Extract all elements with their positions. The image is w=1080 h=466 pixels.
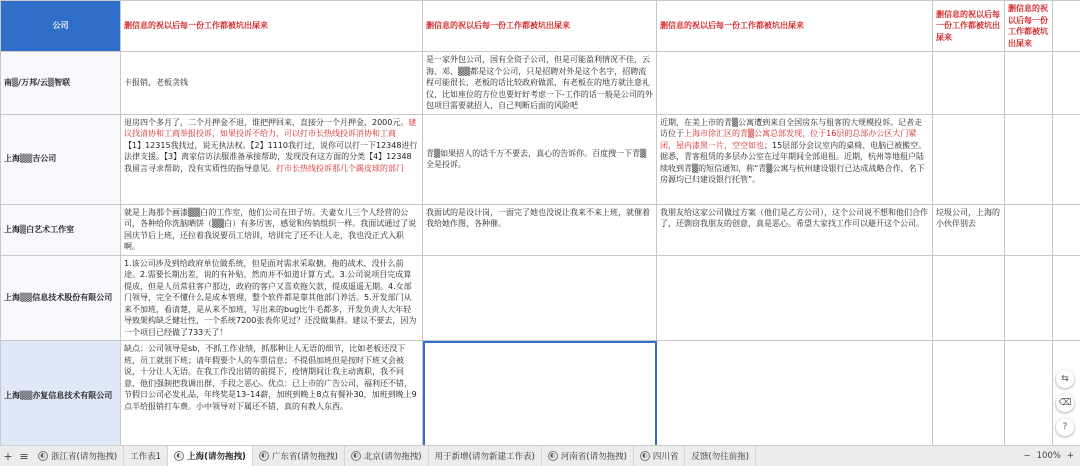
header-company[interactable]: 公司 <box>1 1 121 52</box>
table-cell[interactable] <box>1005 52 1053 115</box>
tab-label: 四川省 <box>653 450 679 462</box>
tab-label: 工作表1 <box>130 450 161 462</box>
tab-shanghai[interactable] <box>168 446 253 466</box>
table-cell[interactable]: 卡报销，老板贪钱 <box>121 52 423 115</box>
share-float-button[interactable]: ⇆ <box>1056 370 1074 388</box>
sheet-list-button[interactable]: ≡ <box>16 450 32 463</box>
cell-text-red: 建议找清协和工商举报投诉，如果投诉不给力，可以打市长热线投诉消协和工商 <box>124 118 416 139</box>
shield-icon: ◐ <box>640 451 650 461</box>
header-col-5[interactable]: 删信息的祝以后每一份工作都被坑出屎来 <box>1005 1 1053 52</box>
company-cell[interactable]: 南▒/万邦/云▒智联 <box>1 52 121 115</box>
table-cell[interactable] <box>1053 204 1080 255</box>
help-float-button[interactable]: ? <box>1056 418 1074 436</box>
table-cell[interactable] <box>1053 255 1080 341</box>
table-cell[interactable] <box>657 114 933 204</box>
table-cell[interactable]: 1.该公司涉及到给政府单位做系统，但是面对需求采取搪，拖的战术，没什么前途。2.需要长期出差，说的有补贴，然而并不如道计算方式。3.公司说项目完成算提成，但是人员常驻客户那边，政府的客户又喜欢拖欠款，提成遥遥无期。4.女部门领导，完全不懂什么是成本管理，整个软件都是靠其他部门养活。5.开发部门从来不加班，看清楚，是从来不加班，写出来的bug比牛毛都多，开发负责人大年轻导致架构缺乏健壮性，一个系统7200张表你见过？还没做集群。建议不要去，因为一个项目已经做了733天了！ <box>121 255 423 341</box>
company-cell[interactable]: 上海▒白艺术工作室 <box>1 204 121 255</box>
cell-text: ；15层部分会议室内的桌椅、电脑已被搬空。据悉，青客租赁的多层办公室在过年期间全部退租。近期，杭州等地租户陆续收到青▒的短信通知，称“青▒公寓与杭州建设银行已达成战略合作，名下房源均已归建设银行托管”。 <box>660 141 926 185</box>
zoom-out-button[interactable]: − <box>1023 451 1030 461</box>
header-col-2[interactable]: 删信息的祝以后每一份工作都被坑出屎来 <box>423 1 657 52</box>
shield-icon: ◐ <box>259 451 269 461</box>
tab-guangdong[interactable] <box>253 446 345 466</box>
table-cell[interactable]: 青▒如果招人的话千万不要去，真心的告诉你。百度搜一下青▒全是投诉。 <box>423 114 657 204</box>
company-cell[interactable]: 上海▒▒亦复信息技术有限公司 <box>1 341 121 446</box>
table-cell[interactable] <box>1005 114 1053 204</box>
table-cell[interactable] <box>1005 341 1053 446</box>
table-cell[interactable] <box>657 341 933 446</box>
cell-text-red: 打市长热线投诉那几个踢皮球的部门 <box>276 164 404 173</box>
tab-feedback[interactable] <box>685 446 756 466</box>
table-cell[interactable] <box>1005 255 1053 341</box>
tab-sichuan[interactable] <box>634 446 686 466</box>
zoom-control <box>1023 451 1080 461</box>
cell-text: 近期，在美上市的青▒公寓遭到来自全国房东与租客的大规模投诉。记者走访位于 <box>660 118 922 139</box>
tab-label: 浙江省(请勿拖拽) <box>51 450 117 462</box>
table-cell[interactable] <box>1053 52 1080 115</box>
tab-label: 上海(请勿拖拽) <box>187 450 246 462</box>
table-cell[interactable] <box>657 52 933 115</box>
shield-icon: ◐ <box>351 451 361 461</box>
tab-beijing[interactable] <box>345 446 429 466</box>
active-cell[interactable] <box>423 341 657 446</box>
table-cell[interactable] <box>933 341 1005 446</box>
table-row <box>1 52 1080 115</box>
table-row <box>1 204 1080 255</box>
shield-icon: ◐ <box>548 451 558 461</box>
tab-henan[interactable] <box>542 446 634 466</box>
floating-toolbar <box>1056 370 1074 436</box>
back-float-button[interactable]: ⌫ <box>1056 394 1074 412</box>
table-cell[interactable]: 就是上海那个画漆▒▒白的工作室，他们公司在田子坊。夫妻女儿三个人经营的公司，各种给你洗脑晒饼（▒▒白）有多厉害，感觉和传销组织一样。我面试通过了说国庆节后上班，还拉着我说要员工培训，培训完了还不让人走，我也没正式入职啊。 <box>121 204 423 255</box>
table-cell[interactable] <box>657 255 933 341</box>
header-col-3[interactable]: 删信息的祝以后每一份工作都被坑出屎来 <box>657 1 933 52</box>
table-cell[interactable]: 我面试的是设计岗，一面完了她也没说让我来不来上班，就催着我给她作图，各种催。 <box>423 204 657 255</box>
table-cell[interactable] <box>1053 114 1080 204</box>
tab-label: 反馈(勿往前拖) <box>691 450 749 462</box>
table-cell[interactable] <box>933 114 1005 204</box>
header-col-6[interactable] <box>1053 1 1080 52</box>
tab-add-new[interactable] <box>429 446 542 466</box>
zoom-in-button[interactable]: + <box>1067 451 1074 461</box>
tab-label: 河南省(请勿拖拽) <box>561 450 627 462</box>
tab-label: 用于新增(请勿新建工作表) <box>435 450 535 462</box>
cell-text-red: 上海市徐汇区的青▒公寓总部发现，位于16层的总部办公区大门紧闭，屋内漆黑一片，空空如也 <box>660 129 916 150</box>
header-row <box>1 1 1080 52</box>
table-cell[interactable]: 是一家外包公司，国有全资子公司，但是可能盈利情况不佳，云海、邓、▒▒都是这个公司，只是招聘对外是这个名字，招聘流程可能很长，老板的话比较政府做派，有老板在的地方就注意礼仪，比如座位的方位也要好好考虑一下-工作的话一般是公司的外包项目需要就招人，自己判断后面的风险吧 <box>423 52 657 115</box>
table-row <box>1 341 1080 446</box>
cell-text: 【1】12315我找过，说无执法权。【2】1110我打过，说你可以打一下12348进行法律支援。【3】离家信访法服准备承接帮助，发现没有这方面的分类【4】12348我留言寻求帮助，没有实质性的指导意见。 <box>124 141 417 173</box>
table-cell[interactable]: 缺点：公司领导是sb，不抓工作业绩，抓那种让人无语的细节，比如老板还没下班，员工就别下班；请年假要个人的车票信息；不提倡加班但是按时下班又会被说，十分让人无语。在我工作没出错的前提下，疫情期间让我主动离职，我不同意，他们强制把我调出群，手段之恶心。优点：已上市的广告公司，福利还不错，节假日公司必发礼品，年终奖是13–14薪，加班到晚上8点有餐补30，加班到晚上9点半给报销打车费。小中领导对下属还不错，真的有教人东西。 <box>121 341 423 446</box>
table-row <box>1 255 1080 341</box>
table-cell[interactable] <box>423 255 657 341</box>
tab-sheet1[interactable] <box>124 446 168 466</box>
table-cell[interactable] <box>933 52 1005 115</box>
table-cell[interactable]: 垃圾公司，上海的小伙伴别去 <box>933 204 1005 255</box>
company-cell[interactable]: 上海▒▒吉公司 <box>1 114 121 204</box>
header-col-4[interactable]: 删信息的祝以后每一份工作都被坑出屎来 <box>933 1 1005 52</box>
table-cell[interactable] <box>121 114 423 204</box>
table-cell[interactable] <box>933 255 1005 341</box>
header-col-1[interactable]: 删信息的祝以后每一份工作都被坑出屎来 <box>121 1 423 52</box>
shield-icon: ◐ <box>174 451 184 461</box>
sheet-tab-bar <box>0 445 1080 466</box>
table-cell[interactable]: 我朋友给这家公司做过方案（他们是乙方公司），这个公司说不想和他们合作了，还剽窃我朋友的创意，真是恶心。希望大家找工作可以避开这个公司。 <box>657 204 933 255</box>
tab-label: 北京(请勿拖拽) <box>364 450 422 462</box>
cell-text: 退房四个多月了，二个月押金不退，谁把押回来，直接分一个月押金，2000元。 <box>124 118 408 127</box>
table-cell[interactable] <box>1005 204 1053 255</box>
company-cell[interactable]: 上海▒▒信息技术股份有限公司 <box>1 255 121 341</box>
zoom-level[interactable]: 100% <box>1037 451 1061 461</box>
shield-icon: ◐ <box>38 451 48 461</box>
add-sheet-button[interactable]: + <box>0 450 16 463</box>
tab-label: 广东省(请勿拖拽) <box>272 450 338 462</box>
table-row <box>1 114 1080 204</box>
tab-zhejiang[interactable] <box>32 446 124 466</box>
